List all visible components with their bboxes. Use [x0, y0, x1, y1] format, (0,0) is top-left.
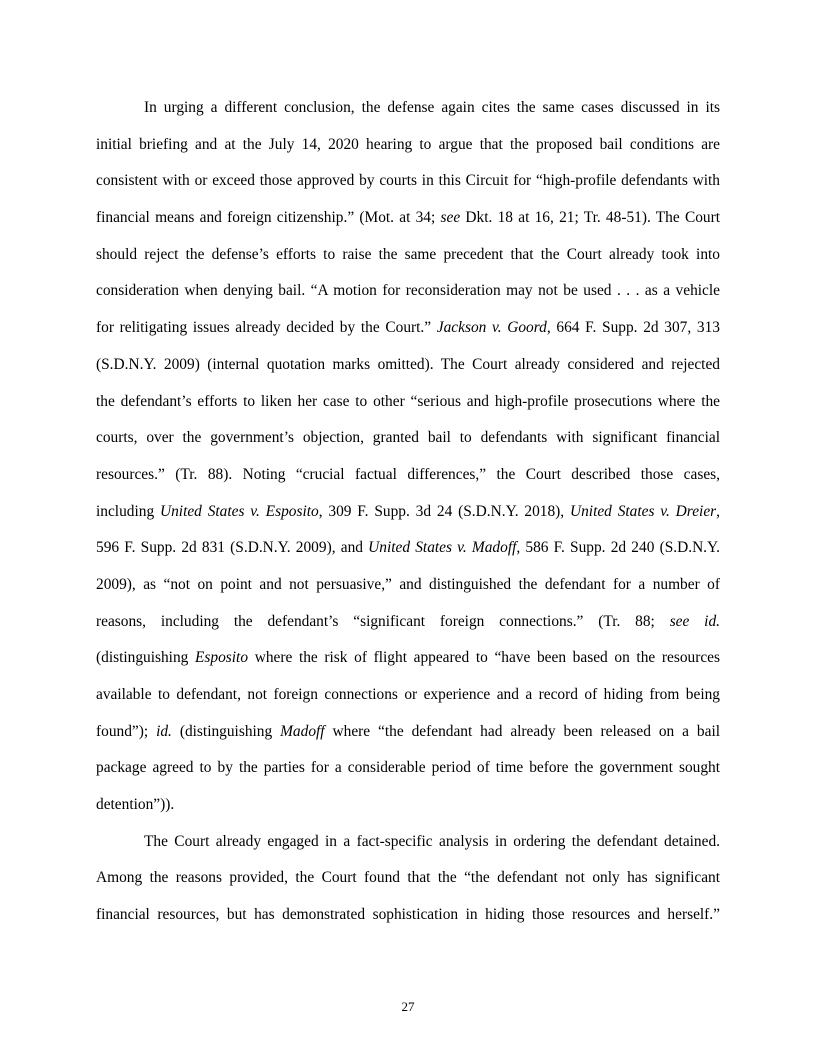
text-segment: In urging a different conclusion, the defense again cites the same cases discussed in its [144, 99, 720, 116]
italic-citation: United States v. Dreier [569, 502, 717, 520]
text-segment: The Court already engaged in a fact-specific analysis in ordering the defendant detained. [144, 832, 720, 850]
text-segment: , [716, 502, 721, 520]
text-line [96, 347, 720, 384]
text-segment: available to defendant, not foreign connections or experience and a record of hiding from being [96, 686, 720, 703]
italic-citation: id. [156, 722, 172, 740]
italic-citation: United States v. Madoff, [368, 539, 521, 557]
page-number: 27 [401, 999, 415, 1014]
text-segment: including [96, 502, 160, 520]
italic-citation: United States v. Esposito [159, 502, 319, 520]
text-line [96, 897, 720, 934]
text-line [96, 640, 720, 677]
document-body [96, 90, 720, 934]
text-line [96, 860, 720, 897]
text-segment: initial briefing and at the July 14, 2020 hearing to argue that the proposed bail conditions are [96, 135, 720, 153]
italic-citation: Esposito [195, 649, 249, 667]
text-line [96, 457, 720, 494]
text-segment: financial resources, but has demonstrated sophistication in hiding those resources and herself.” [96, 906, 720, 924]
text-line [96, 604, 720, 641]
text-segment: 586 F. Supp. 2d 240 (S.D.N.Y. [520, 539, 721, 557]
text-line [96, 127, 720, 164]
text-segment: package agreed to by the parties for a considerable period of time before the government sought [96, 759, 720, 777]
italic-citation: Jackson v. Goord [436, 319, 547, 337]
text-line [96, 677, 720, 714]
text-line [96, 273, 720, 310]
text-line [96, 384, 720, 421]
text-segment: Among the reasons provided, the Court found that the “the defendant not only has significant [96, 869, 720, 887]
italic-citation: see [440, 209, 461, 227]
text-segment: financial means and foreign citizenship.” (Mot. at 34; [96, 209, 441, 227]
italic-citation: see id. [669, 612, 721, 630]
text-line [96, 750, 720, 787]
text-segment: (distinguishing [96, 649, 196, 667]
text-line [96, 420, 720, 457]
text-line [96, 494, 720, 531]
text-segment: consistent with or exceed those approved by courts in this Circuit for “high-profile defendants with [96, 172, 720, 190]
text-line [96, 824, 720, 861]
text-segment: resources.” (Tr. 88). Noting “crucial factual differences,” the Court described those cases, [96, 465, 720, 483]
text-line [96, 163, 720, 200]
text-segment: consideration when denying bail. “A motion for reconsideration may not be used . . . as a vehicle [96, 282, 720, 300]
text-line [96, 567, 720, 604]
text-segment: 2009), as “not on point and not persuasive,” and distinguished the defendant for a number of [96, 575, 720, 593]
text-segment: Dkt. 18 at 16, 21; Tr. 48-51). The Court [460, 209, 721, 227]
text-segment: where the risk of flight appeared to “have been based on the resources [248, 649, 720, 667]
text-segment: found”); [96, 722, 157, 740]
text-line [96, 90, 720, 127]
text-segment: (S.D.N.Y. 2009) (internal quotation marks omitted). The Court already considered and rejected [96, 355, 720, 373]
text-segment: the defendant’s efforts to liken her case to other “serious and high-profile prosecutions where the [96, 392, 720, 410]
text-line [96, 787, 720, 824]
text-line [96, 310, 720, 347]
text-segment: courts, over the government’s objection, granted bail to defendants with significant financial [96, 429, 720, 447]
text-line [96, 200, 720, 237]
text-segment: , 664 F. Supp. 2d 307, 313 [546, 319, 720, 337]
text-line [96, 237, 720, 274]
italic-citation: Madoff [280, 722, 325, 740]
text-segment: (distinguishing [171, 722, 281, 740]
text-line [96, 714, 720, 751]
text-segment: 596 F. Supp. 2d 831 (S.D.N.Y. 2009), and [96, 539, 369, 557]
text-segment: where “the defendant had already been released on a bail [324, 722, 721, 740]
text-segment: for relitigating issues already decided by the Court.” [96, 319, 437, 337]
text-line [96, 530, 720, 567]
text-segment: should reject the defense’s efforts to raise the same precedent that the Court already took into [96, 245, 720, 263]
text-segment: , 309 F. Supp. 3d 24 (S.D.N.Y. 2018), [318, 502, 570, 520]
text-segment: detention”)). [96, 796, 175, 814]
text-segment: reasons, including the defendant’s “significant foreign connections.” (Tr. 88; [96, 612, 670, 630]
